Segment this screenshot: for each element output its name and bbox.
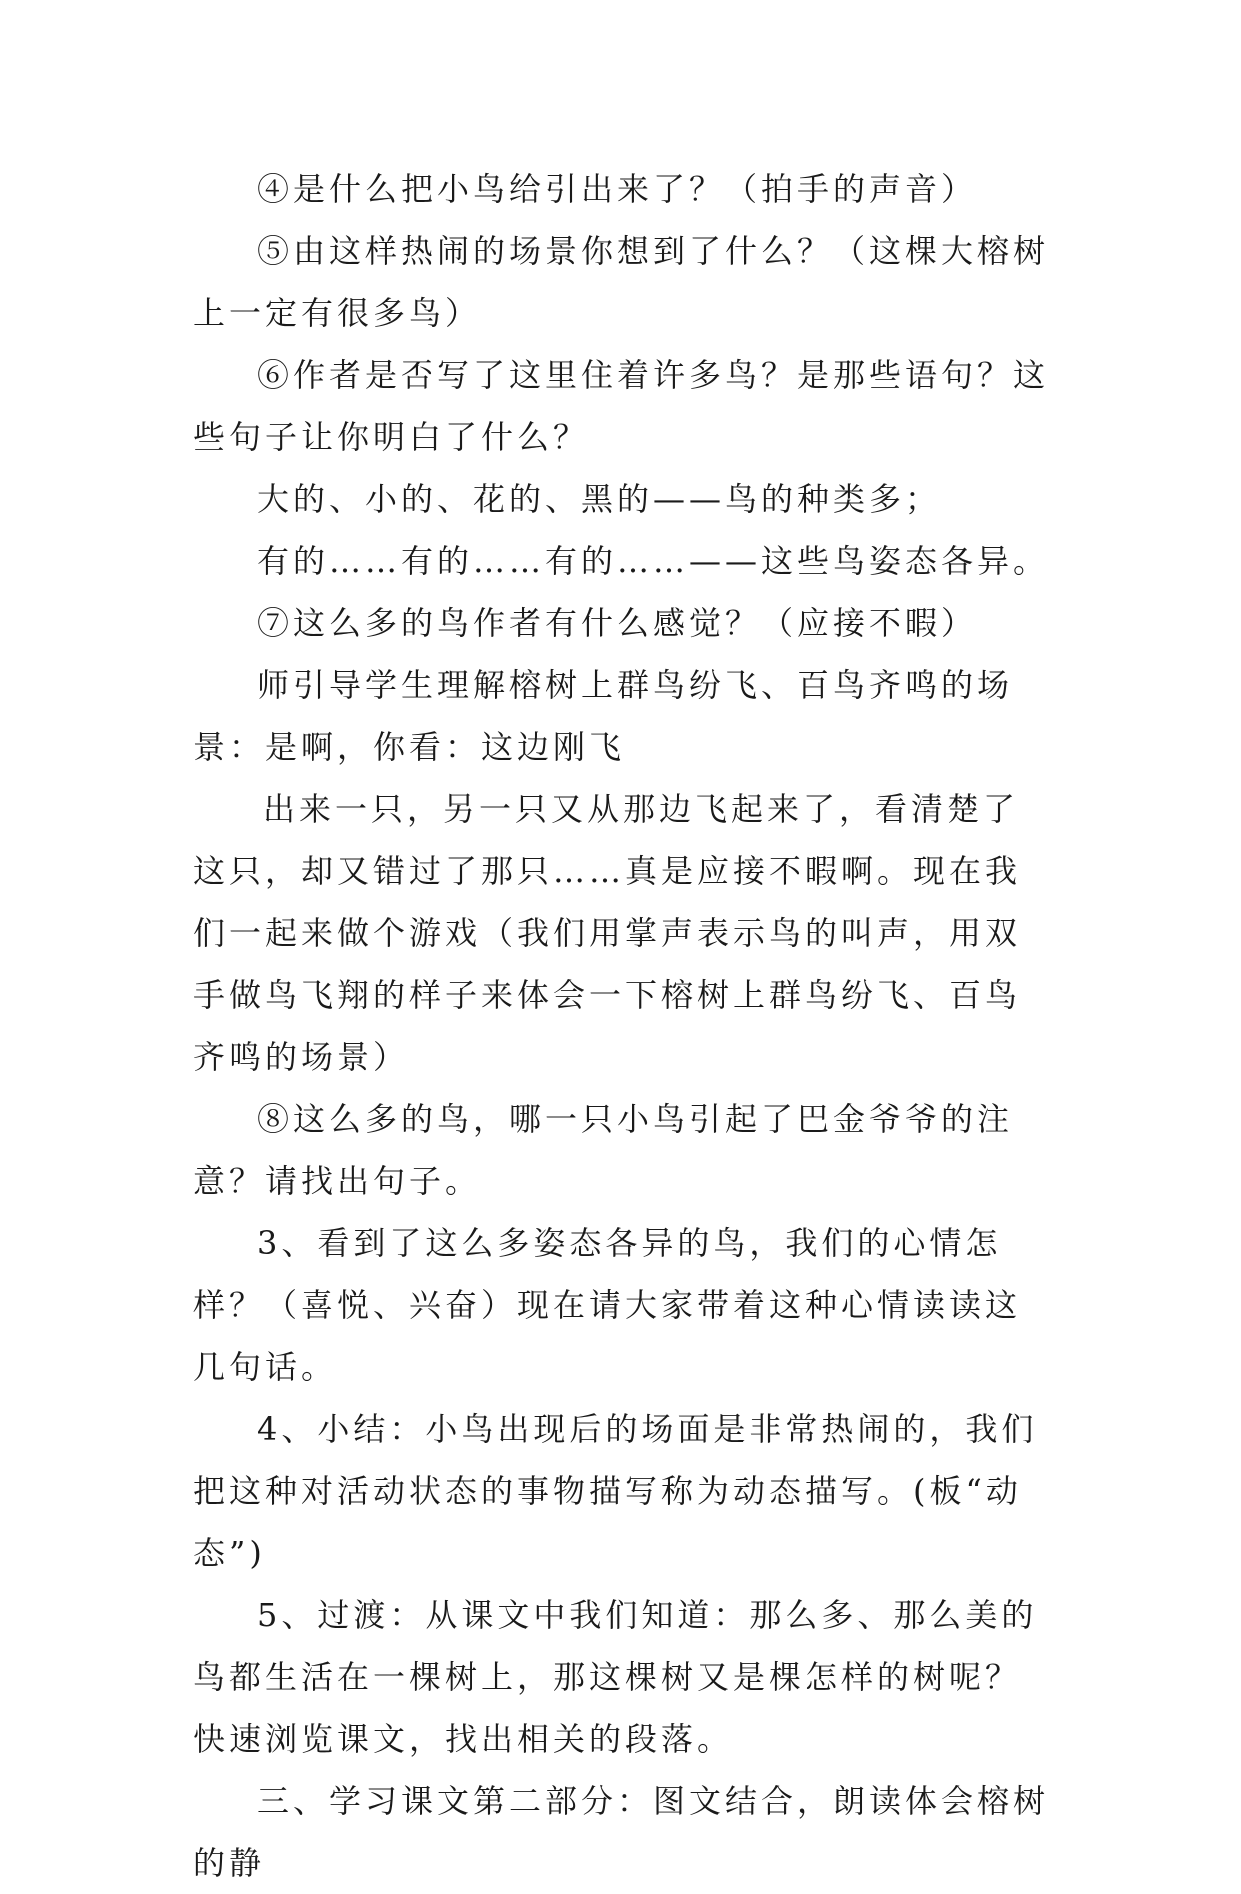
paragraph-step-4: 4、小结：小鸟出现后的场面是非常热闹的，我们把这种对活动状态的事物描写称为动态描写。(板“动态”) — [193, 1410, 1038, 1572]
paragraph-q5: ⑤由这样热闹的场景你想到了什么？（这棵大榕树上一定有很多鸟） — [193, 232, 1050, 332]
paragraph-step-5: 5、过渡：从课文中我们知道：那么多、那么美的鸟都生活在一棵树上，那这棵树又是棵怎样的树呢？快速浏览课文，找出相关的段落。 — [193, 1596, 1038, 1758]
document-body — [193, 158, 1053, 1894]
paragraph-bird-postures: 有的……有的……有的……——这些鸟姿态各异。 — [257, 542, 1050, 580]
paragraph-teacher-guide: 师引导学生理解榕树上群鸟纷飞、百鸟齐鸣的场景：是啊，你看：这边刚飞 — [193, 666, 1014, 766]
paragraph-step-3: 3、看到了这么多姿态各异的鸟，我们的心情怎样？（喜悦、兴奋）现在请大家带着这种心情读读这几句话。 — [193, 1224, 1022, 1386]
paragraph-game: 出来一只，另一只又从那边飞起来了，看清楚了这只，却又错过了那只……真是应接不暇啊。现在我们一起来做个游戏（我们用掌声表示鸟的叫声，用双手做鸟飞翔的样子来体会一下榕树上群鸟纷飞、百鸟齐鸣的场景） — [193, 790, 1022, 1076]
paragraph-bird-types: 大的、小的、花的、黑的——鸟的种类多； — [257, 480, 942, 518]
paragraph-q6: ⑥作者是否写了这里住着许多鸟？是那些语句？这些句子让你明白了什么？ — [193, 356, 1050, 456]
paragraph-section-3: 三、学习课文第二部分：图文结合，朗读体会榕树的静 — [193, 1782, 1050, 1882]
paragraph-q4: ④是什么把小鸟给引出来了？（拍手的声音） — [257, 170, 978, 208]
paragraph-q8: ⑧这么多的鸟，哪一只小鸟引起了巴金爷爷的注意？请找出句子。 — [193, 1100, 1014, 1200]
paragraph-q7: ⑦这么多的鸟作者有什么感觉？（应接不暇） — [257, 604, 978, 642]
